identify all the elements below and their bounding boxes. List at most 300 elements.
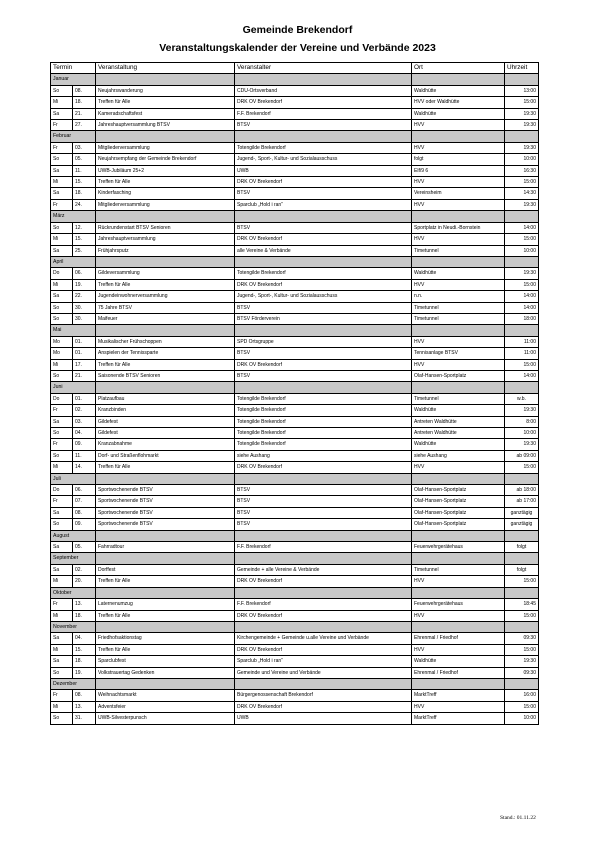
organizer-cell: Kirchengemeinde + Gemeinde u.alle Vereine und Verbände [235, 633, 412, 644]
location-cell: Timetunnel [412, 393, 505, 404]
month-row-filler [505, 621, 539, 632]
date-cell: 21. [73, 108, 96, 119]
time-cell: 19:30 [505, 405, 539, 416]
event-cell: Sparclubfest [96, 656, 235, 667]
column-header-veranstaltung: Veranstaltung [96, 63, 235, 74]
month-label: April [51, 256, 96, 267]
date-cell: 15. [73, 644, 96, 655]
month-row-filler [505, 74, 539, 85]
page-title: Gemeinde Brekendorf [242, 24, 353, 36]
location-cell: HVV [412, 576, 505, 587]
table-row [51, 485, 539, 496]
weekday-cell: Sa [51, 542, 73, 553]
organizer-cell: BTSV [235, 222, 412, 233]
table-row [51, 85, 539, 96]
weekday-cell: So [51, 222, 73, 233]
organizer-cell: Sparclub „Hold i ran“ [235, 656, 412, 667]
month-row-filler [96, 74, 235, 85]
weekday-cell: So [51, 313, 73, 324]
event-cell: Sportwochenende BTSV [96, 496, 235, 507]
organizer-cell: alle Vereine & Verbände [235, 245, 412, 256]
weekday-cell: Sa [51, 564, 73, 575]
date-cell: 24. [73, 199, 96, 210]
organizer-cell: BTSV [235, 496, 412, 507]
time-cell: 15:00 [505, 610, 539, 621]
month-row-filler [235, 553, 412, 564]
location-cell: HVV [412, 359, 505, 370]
date-cell: 30. [73, 302, 96, 313]
time-cell: ganztägig [505, 507, 539, 518]
table-row [51, 405, 539, 416]
organizer-cell: Totengilde Brekendorf [235, 268, 412, 279]
time-cell: 15:00 [505, 462, 539, 473]
date-cell: 12. [73, 222, 96, 233]
weekday-cell: So [51, 428, 73, 439]
organizer-cell: DRK OV Brekendorf [235, 701, 412, 712]
organizer-cell: DRK OV Brekendorf [235, 644, 412, 655]
time-cell: 16:30 [505, 165, 539, 176]
month-row [51, 256, 539, 267]
event-cell: Kameradschaftsfest [96, 108, 235, 119]
month-row-filler [505, 530, 539, 541]
weekday-cell: Fr [51, 496, 73, 507]
event-cell: Kinderfasching [96, 188, 235, 199]
date-cell: 14. [73, 462, 96, 473]
month-row-filler [96, 131, 235, 142]
location-cell: n.n. [412, 291, 505, 302]
table-row [51, 564, 539, 575]
organizer-cell: BTSV [235, 485, 412, 496]
location-cell: Sportplatz in Neudi.-Bornstein [412, 222, 505, 233]
event-cell: Sportwochenende BTSV [96, 519, 235, 530]
event-cell: Treffen für Alle [96, 644, 235, 655]
month-row-filler [96, 587, 235, 598]
month-row-filler [505, 256, 539, 267]
table-row [51, 656, 539, 667]
table-row [51, 416, 539, 427]
location-cell: HVV [412, 462, 505, 473]
month-row-filler [412, 587, 505, 598]
event-cell: Mitgliederversammlung [96, 142, 235, 153]
month-row-filler [96, 256, 235, 267]
month-label: Januar [51, 74, 96, 85]
time-cell: 16:00 [505, 690, 539, 701]
location-cell: Waldhütte [412, 405, 505, 416]
time-cell: folgt [505, 564, 539, 575]
location-cell: Timetunnel [412, 564, 505, 575]
date-cell: 30. [73, 313, 96, 324]
date-cell: 01. [73, 348, 96, 359]
event-cell: Jahreshauptversammlung BTSV [96, 120, 235, 131]
time-cell: 09:30 [505, 633, 539, 644]
organizer-cell: DRK OV Brekendorf [235, 462, 412, 473]
location-cell: Waldhütte [412, 108, 505, 119]
month-row-filler [235, 211, 412, 222]
event-cell: Friedhofsaktionstag [96, 633, 235, 644]
time-cell: folgt [505, 542, 539, 553]
month-label: September [51, 553, 96, 564]
location-cell: HVV [412, 336, 505, 347]
organizer-cell: DRK OV Brekendorf [235, 610, 412, 621]
event-cell: Kranzabnahme [96, 439, 235, 450]
table-body [51, 74, 539, 724]
month-label: Juli [51, 473, 96, 484]
date-cell: 13. [73, 599, 96, 610]
event-cell: Treffen für Alle [96, 359, 235, 370]
date-cell: 25. [73, 245, 96, 256]
table-row [51, 519, 539, 530]
table-row [51, 97, 539, 108]
event-cell: Treffen für Alle [96, 576, 235, 587]
organizer-cell: siehe Aushang [235, 450, 412, 461]
organizer-cell: F.F. Brekendorf [235, 542, 412, 553]
column-header-termin: Termin [51, 63, 96, 74]
organizer-cell: F.F. Brekendorf [235, 599, 412, 610]
weekday-cell: Mi [51, 610, 73, 621]
location-cell: Timetunnel [412, 245, 505, 256]
event-cell: Treffen für Alle [96, 177, 235, 188]
month-row-filler [96, 325, 235, 336]
time-cell: 11:00 [505, 348, 539, 359]
location-cell: HVV [412, 199, 505, 210]
event-cell: Treffen für Alle [96, 462, 235, 473]
time-cell: 10:00 [505, 154, 539, 165]
month-row-filler [505, 211, 539, 222]
event-cell: Jahreshauptversammlung [96, 234, 235, 245]
table-row [51, 234, 539, 245]
month-row-filler [235, 325, 412, 336]
date-cell: 15. [73, 177, 96, 188]
organizer-cell: SPD Ortsgruppe [235, 336, 412, 347]
organizer-cell: BTSV [235, 120, 412, 131]
weekday-cell: So [51, 450, 73, 461]
time-cell: 09:30 [505, 667, 539, 678]
time-cell: 13:00 [505, 85, 539, 96]
column-header-veranstalter: Veranstalter [235, 63, 412, 74]
organizer-cell: DRK OV Brekendorf [235, 177, 412, 188]
event-cell: UWB-Jubiläum 25+2 [96, 165, 235, 176]
weekday-cell: Do [51, 485, 73, 496]
time-cell: w.b. [505, 393, 539, 404]
date-cell: 15. [73, 234, 96, 245]
table-row [51, 154, 539, 165]
table-row [51, 439, 539, 450]
time-cell: 15:00 [505, 97, 539, 108]
table-row [51, 462, 539, 473]
organizer-cell: DRK OV Brekendorf [235, 576, 412, 587]
month-row-filler [96, 211, 235, 222]
date-cell: 07. [73, 496, 96, 507]
organizer-cell: Jugend-, Sport-, Kultur- und Sozialausschuss [235, 291, 412, 302]
weekday-cell: Sa [51, 108, 73, 119]
date-cell: 11. [73, 450, 96, 461]
organizer-cell: BTSV [235, 519, 412, 530]
month-row-filler [412, 256, 505, 267]
organizer-cell: Totengilde Brekendorf [235, 405, 412, 416]
location-cell: Waldhütte [412, 85, 505, 96]
month-label: August [51, 530, 96, 541]
weekday-cell: Mi [51, 701, 73, 712]
month-row-filler [96, 382, 235, 393]
time-cell: 19:30 [505, 439, 539, 450]
date-cell: 06. [73, 268, 96, 279]
time-cell: 18:00 [505, 313, 539, 324]
date-cell: 27. [73, 120, 96, 131]
event-cell: Treffen für Alle [96, 97, 235, 108]
weekday-cell: Mi [51, 177, 73, 188]
organizer-cell: BTSV [235, 302, 412, 313]
time-cell: 10:00 [505, 245, 539, 256]
date-cell: 19. [73, 667, 96, 678]
month-row-filler [96, 621, 235, 632]
time-cell: 15:00 [505, 279, 539, 290]
month-row [51, 587, 539, 598]
month-row [51, 211, 539, 222]
location-cell: Olaf-Hansen-Sportplatz [412, 485, 505, 496]
location-cell: siehe Aushang [412, 450, 505, 461]
table-row [51, 313, 539, 324]
time-cell: 19:30 [505, 199, 539, 210]
organizer-cell: DRK OV Brekendorf [235, 359, 412, 370]
time-cell: 11:00 [505, 336, 539, 347]
organizer-cell: Sparclub „Hold i ran“ [235, 199, 412, 210]
table-row [51, 222, 539, 233]
time-cell: 18:45 [505, 599, 539, 610]
location-cell: Timetunnel [412, 313, 505, 324]
month-row-filler [412, 211, 505, 222]
event-cell: Gildefest [96, 428, 235, 439]
date-cell: 05. [73, 154, 96, 165]
month-row [51, 131, 539, 142]
location-cell: Waldhütte [412, 656, 505, 667]
time-cell: 10:00 [505, 713, 539, 724]
location-cell: Olaf-Hansen-Sportplatz [412, 370, 505, 381]
month-row [51, 530, 539, 541]
time-cell: ab 17:00 [505, 496, 539, 507]
location-cell: MarktTreff [412, 690, 505, 701]
location-cell: folgt [412, 154, 505, 165]
month-row [51, 382, 539, 393]
event-cell: Neujahrswanderung [96, 85, 235, 96]
month-row-filler [235, 587, 412, 598]
month-label: Dezember [51, 678, 96, 689]
month-row-filler [505, 553, 539, 564]
weekday-cell: Mi [51, 97, 73, 108]
location-cell: Olaf-Hansen-Sportplatz [412, 496, 505, 507]
organizer-cell: DRK OV Brekendorf [235, 279, 412, 290]
organizer-cell: BTSV [235, 370, 412, 381]
location-cell: Waldhütte [412, 268, 505, 279]
weekday-cell: So [51, 154, 73, 165]
organizer-cell: BTSV [235, 507, 412, 518]
location-cell: Tennisanlage BTSV [412, 348, 505, 359]
organizer-cell: DRK OV Brekendorf [235, 234, 412, 245]
location-cell: HVV [412, 610, 505, 621]
weekday-cell: Sa [51, 633, 73, 644]
event-cell: Dorf- und Straßenflohmarkt [96, 450, 235, 461]
organizer-cell: Bürgergenossenschaft Brekendorf [235, 690, 412, 701]
table-row [51, 507, 539, 518]
weekday-cell: Sa [51, 416, 73, 427]
location-cell: HVV [412, 279, 505, 290]
table-row [51, 644, 539, 655]
date-cell: 04. [73, 633, 96, 644]
organizer-cell: DRK OV Brekendorf [235, 97, 412, 108]
month-label: Mai [51, 325, 96, 336]
weekday-cell: Mi [51, 359, 73, 370]
month-row-filler [412, 678, 505, 689]
time-cell: 10:00 [505, 428, 539, 439]
date-cell: 08. [73, 507, 96, 518]
month-row-filler [412, 74, 505, 85]
date-cell: 31. [73, 713, 96, 724]
event-cell: Gildefest [96, 416, 235, 427]
month-row-filler [412, 131, 505, 142]
date-cell: 03. [73, 416, 96, 427]
month-row-filler [96, 530, 235, 541]
table-row [51, 142, 539, 153]
time-cell: 14:30 [505, 188, 539, 199]
time-cell: 14:00 [505, 222, 539, 233]
time-cell: 19:30 [505, 120, 539, 131]
date-cell: 02. [73, 564, 96, 575]
table-header-row [51, 63, 539, 74]
table-row [51, 450, 539, 461]
organizer-cell: Totengilde Brekendorf [235, 142, 412, 153]
date-cell: 18. [73, 656, 96, 667]
organizer-cell: Totengilde Brekendorf [235, 416, 412, 427]
event-cell: Laternenumzug [96, 599, 235, 610]
organizer-cell: BTSV [235, 188, 412, 199]
time-cell: 15:00 [505, 234, 539, 245]
organizer-cell: Gemeinde und Vereine und Verbände [235, 667, 412, 678]
table-row [51, 393, 539, 404]
location-cell: MarktTreff [412, 713, 505, 724]
table-row [51, 701, 539, 712]
weekday-cell: Sa [51, 507, 73, 518]
date-cell: 18. [73, 610, 96, 621]
event-cell: 75 Jahre BTSV [96, 302, 235, 313]
date-cell: 13. [73, 701, 96, 712]
location-cell: Antreten Waldhütte [412, 416, 505, 427]
location-cell: HVV [412, 120, 505, 131]
weekday-cell: So [51, 85, 73, 96]
time-cell: 14:00 [505, 370, 539, 381]
month-row-filler [505, 382, 539, 393]
event-cell: Mitgliederversammlung [96, 199, 235, 210]
month-label: März [51, 211, 96, 222]
month-row-filler [505, 587, 539, 598]
event-cell: Saisonende BTSV Senioren [96, 370, 235, 381]
event-cell: Rückrundenstart BTSV Senioren [96, 222, 235, 233]
month-row-filler [412, 473, 505, 484]
event-cell: Dorffest [96, 564, 235, 575]
event-cell: Treffen für Alle [96, 279, 235, 290]
weekday-cell: Mi [51, 462, 73, 473]
event-cell: Gildeversammlung [96, 268, 235, 279]
weekday-cell: Fr [51, 120, 73, 131]
weekday-cell: Mo [51, 348, 73, 359]
location-cell: Olaf-Hansen-Sportplatz [412, 507, 505, 518]
column-header-uhrzeit: Uhrzeit [505, 63, 539, 74]
month-row-filler [505, 131, 539, 142]
weekday-cell: Do [51, 393, 73, 404]
month-row [51, 325, 539, 336]
event-cell: Maifeuer [96, 313, 235, 324]
date-cell: 21. [73, 370, 96, 381]
location-cell: Elf/9 6 [412, 165, 505, 176]
table-row [51, 633, 539, 644]
table-row [51, 120, 539, 131]
location-cell: Ehrenmal / Friedhof [412, 667, 505, 678]
weekday-cell: Fr [51, 690, 73, 701]
weekday-cell: So [51, 302, 73, 313]
table-row [51, 359, 539, 370]
month-row-filler [96, 473, 235, 484]
location-cell: Vereinsheim [412, 188, 505, 199]
table-row [51, 348, 539, 359]
table-row [51, 188, 539, 199]
weekday-cell: Mi [51, 644, 73, 655]
location-cell: Feuerwehrgerätehaus [412, 542, 505, 553]
month-row-filler [412, 621, 505, 632]
weekday-cell: Fr [51, 199, 73, 210]
weekday-cell: Sa [51, 656, 73, 667]
time-cell: 19:30 [505, 268, 539, 279]
weekday-cell: Sa [51, 291, 73, 302]
table-row [51, 576, 539, 587]
date-cell: 17. [73, 359, 96, 370]
date-cell: 19. [73, 279, 96, 290]
table-row [51, 370, 539, 381]
weekday-cell: Sa [51, 165, 73, 176]
table-row [51, 542, 539, 553]
event-cell: Fahrradtour [96, 542, 235, 553]
page-subtitle: Veranstaltungskalender der Vereine und Verbände 2023 [159, 42, 436, 54]
month-label: Juni [51, 382, 96, 393]
organizer-cell: CDU-Ortsverband [235, 85, 412, 96]
event-cell: Musikalischer Frühschoppen [96, 336, 235, 347]
event-cell: Frühjahrsputz [96, 245, 235, 256]
month-row [51, 621, 539, 632]
date-cell: 09. [73, 519, 96, 530]
month-label: Februar [51, 131, 96, 142]
date-cell: 04. [73, 428, 96, 439]
event-cell: Anspielen der Tennissparte [96, 348, 235, 359]
weekday-cell: Fr [51, 439, 73, 450]
time-cell: ab 18:00 [505, 485, 539, 496]
month-row-filler [96, 553, 235, 564]
weekday-cell: So [51, 519, 73, 530]
location-cell: HVV [412, 177, 505, 188]
organizer-cell: F.F. Brekendorf [235, 108, 412, 119]
table-row [51, 610, 539, 621]
organizer-cell: UWB [235, 713, 412, 724]
table-row [51, 177, 539, 188]
month-row-filler [412, 530, 505, 541]
month-row-filler [505, 678, 539, 689]
organizer-cell: BTSV [235, 348, 412, 359]
location-cell: Antreten Waldhütte [412, 428, 505, 439]
month-row [51, 74, 539, 85]
month-label: November [51, 621, 96, 632]
location-cell: HVV [412, 701, 505, 712]
time-cell: 15:00 [505, 701, 539, 712]
weekday-cell: Mi [51, 279, 73, 290]
table-row [51, 496, 539, 507]
date-cell: 11. [73, 165, 96, 176]
stand-date: Stand.: 01.11.22 [500, 815, 536, 821]
